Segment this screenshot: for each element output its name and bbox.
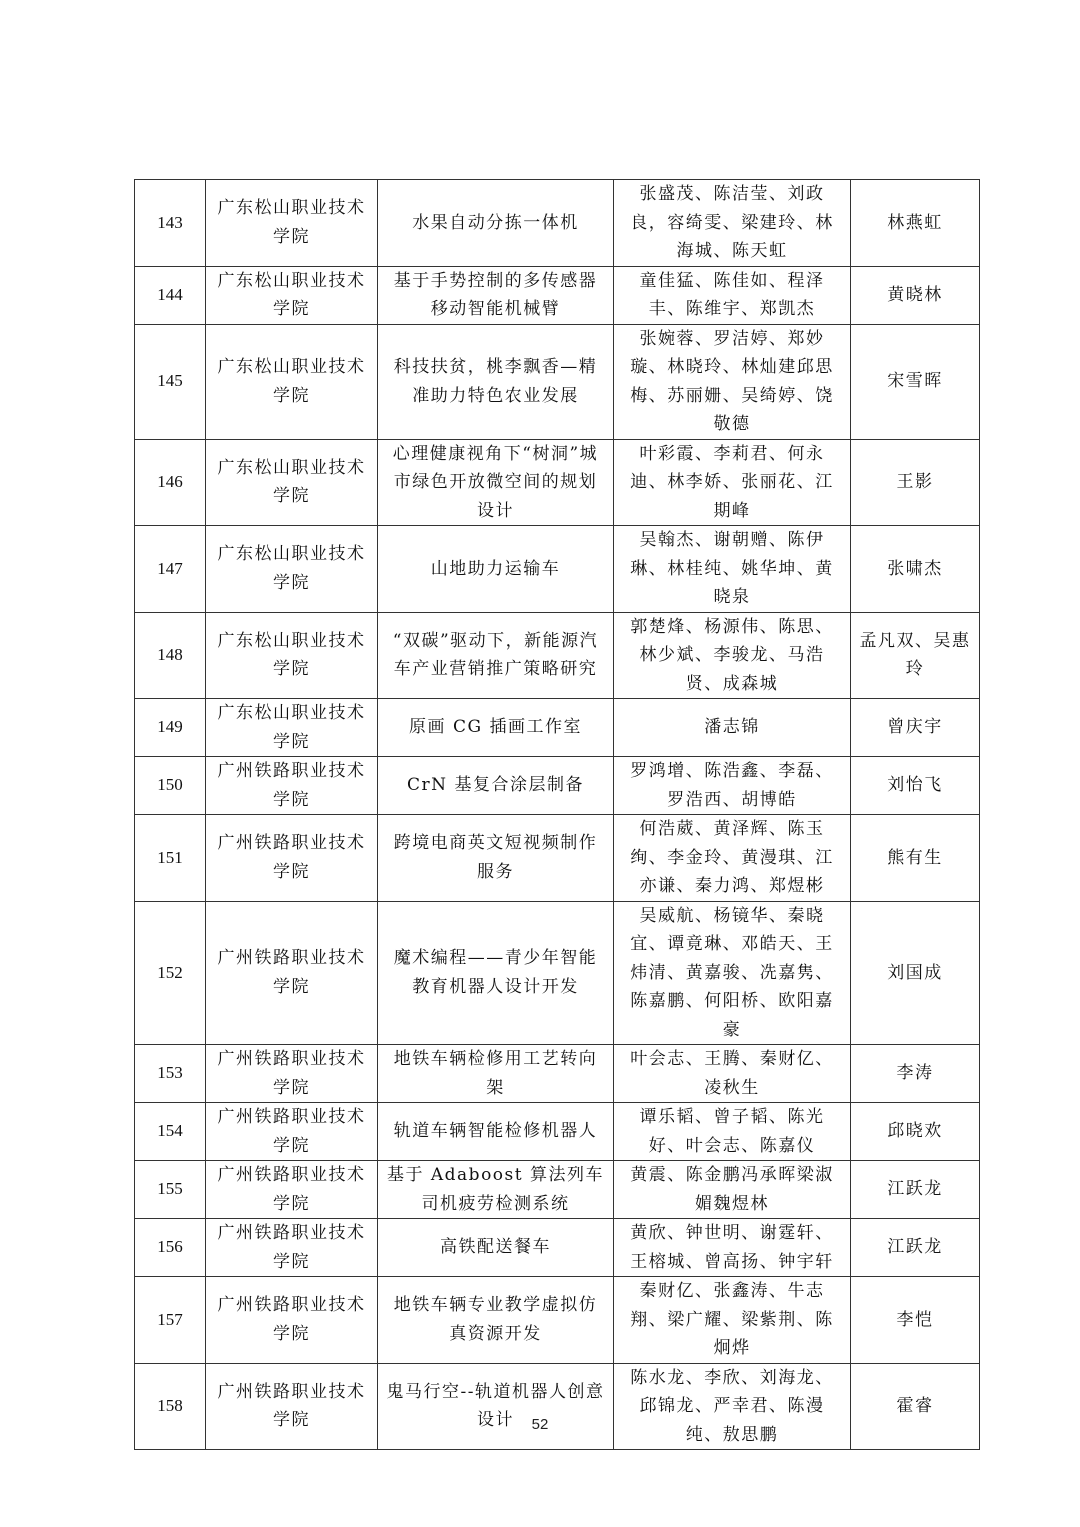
table-row: [135, 1103, 980, 1161]
advisor-name: 林燕虹: [851, 180, 980, 267]
table-row: [135, 266, 980, 324]
school-name: 广东松山职业技术学院: [206, 526, 378, 613]
team-members: 郭楚烽、杨源伟、陈思、林少斌、李骏龙、马浩贤、成森城: [614, 612, 851, 699]
school-name: 广东松山职业技术学院: [206, 266, 378, 324]
advisor-name: 宋雪晖: [851, 324, 980, 439]
team-members: 秦财亿、张鑫涛、牛志翔、梁广耀、梁紫荆、陈炯烨: [614, 1277, 851, 1364]
team-members: 张盛茂、陈洁莹、刘政良，容绮雯、梁建玲、林海城、陈天虹: [614, 180, 851, 267]
table-row: [135, 1277, 980, 1364]
school-name: 广州铁路职业技术学院: [206, 901, 378, 1045]
project-name: 基于 Adaboost 算法列车司机疲劳检测系统: [378, 1161, 614, 1219]
school-name: 广州铁路职业技术学院: [206, 1219, 378, 1277]
row-number: 147: [135, 526, 206, 613]
table-row: [135, 439, 980, 526]
project-name: CrN 基复合涂层制备: [378, 757, 614, 815]
team-members: 黄欣、钟世明、谢霆轩、王榕城、曾高扬、钟宇轩: [614, 1219, 851, 1277]
school-name: 广东松山职业技术学院: [206, 699, 378, 757]
advisor-name: 曾庆宇: [851, 699, 980, 757]
project-name: 地铁车辆专业教学虚拟仿真资源开发: [378, 1277, 614, 1364]
table-row: [135, 1161, 980, 1219]
table-row: [135, 180, 980, 267]
school-name: 广州铁路职业技术学院: [206, 1161, 378, 1219]
advisor-name: 李恺: [851, 1277, 980, 1364]
row-number: 148: [135, 612, 206, 699]
table-row: [135, 1363, 980, 1450]
team-members: 童佳猛、陈佳如、程泽丰、陈维宇、郑凯杰: [614, 266, 851, 324]
team-members: 吴威航、杨镜华、秦晓宜、谭竟琳、邓皓天、王炜清、黄嘉骏、冼嘉隽、陈嘉鹏、何阳桥、欧阳嘉豪: [614, 901, 851, 1045]
row-number: 151: [135, 815, 206, 902]
school-name: 广州铁路职业技术学院: [206, 815, 378, 902]
project-name: “双碳”驱动下，新能源汽车产业营销推广策略研究: [378, 612, 614, 699]
project-name: 心理健康视角下“树洞”城市绿色开放微空间的规划设计: [378, 439, 614, 526]
school-name: 广东松山职业技术学院: [206, 180, 378, 267]
team-members: 吴翰杰、谢朝赠、陈伊琳、林桂纯、姚华坤、黄晓泉: [614, 526, 851, 613]
school-name: 广东松山职业技术学院: [206, 439, 378, 526]
advisor-name: 黄晓林: [851, 266, 980, 324]
row-number: 156: [135, 1219, 206, 1277]
school-name: 广州铁路职业技术学院: [206, 1045, 378, 1103]
school-name: 广州铁路职业技术学院: [206, 1103, 378, 1161]
row-number: 146: [135, 439, 206, 526]
advisor-name: 王影: [851, 439, 980, 526]
project-name: 魔术编程——青少年智能教育机器人设计开发: [378, 901, 614, 1045]
team-members: 何浩葳、黄泽辉、陈玉绚、李金玲、黄漫琪、江亦谦、秦力鸿、郑煜彬: [614, 815, 851, 902]
school-name: 广州铁路职业技术学院: [206, 757, 378, 815]
row-number: 149: [135, 699, 206, 757]
project-name: 山地助力运输车: [378, 526, 614, 613]
project-name: 地铁车辆检修用工艺转向架: [378, 1045, 614, 1103]
row-number: 152: [135, 901, 206, 1045]
team-members: 罗鸿增、陈浩鑫、李磊、罗浩西、胡博皓: [614, 757, 851, 815]
awards-table: [134, 179, 980, 1450]
row-number: 153: [135, 1045, 206, 1103]
row-number: 143: [135, 180, 206, 267]
table-row: [135, 699, 980, 757]
table-row: [135, 901, 980, 1045]
advisor-name: 江跃龙: [851, 1161, 980, 1219]
table-row: [135, 526, 980, 613]
row-number: 145: [135, 324, 206, 439]
row-number: 157: [135, 1277, 206, 1364]
advisor-name: 邱晓欢: [851, 1103, 980, 1161]
team-members: 张婉蓉、罗洁婷、郑妙璇、林晓玲、林灿建邱思梅、苏丽姗、吴绮婷、饶敬德: [614, 324, 851, 439]
project-name: 原画 CG 插画工作室: [378, 699, 614, 757]
table-row: [135, 1045, 980, 1103]
row-number: 144: [135, 266, 206, 324]
row-number: 158: [135, 1363, 206, 1450]
table-row: [135, 1219, 980, 1277]
table-row: [135, 815, 980, 902]
advisor-name: 孟凡双、吴惠玲: [851, 612, 980, 699]
project-name: 鬼马行空--轨道机器人创意设计: [378, 1363, 614, 1450]
advisor-name: 刘怡飞: [851, 757, 980, 815]
advisor-name: 霍睿: [851, 1363, 980, 1450]
school-name: 广州铁路职业技术学院: [206, 1277, 378, 1364]
row-number: 150: [135, 757, 206, 815]
advisor-name: 刘国成: [851, 901, 980, 1045]
row-number: 155: [135, 1161, 206, 1219]
advisor-name: 张啸杰: [851, 526, 980, 613]
team-members: 潘志锦: [614, 699, 851, 757]
table-row: [135, 612, 980, 699]
team-members: 陈水龙、李欣、刘海龙、邱锦龙、严幸君、陈漫纯、敖思鹏: [614, 1363, 851, 1450]
table-row: [135, 324, 980, 439]
school-name: 广东松山职业技术学院: [206, 612, 378, 699]
project-name: 水果自动分拣一体机: [378, 180, 614, 267]
team-members: 黄震、陈金鹏冯承晖梁淑媚魏煜林: [614, 1161, 851, 1219]
advisor-name: 李涛: [851, 1045, 980, 1103]
advisor-name: 熊有生: [851, 815, 980, 902]
project-name: 基于手势控制的多传感器移动智能机械臂: [378, 266, 614, 324]
row-number: 154: [135, 1103, 206, 1161]
team-members: 叶会志、王腾、秦财亿、凌秋生: [614, 1045, 851, 1103]
page-number: 52: [531, 1416, 549, 1433]
table-row: [135, 757, 980, 815]
project-name: 科技扶贫，桃李飘香—精准助力特色农业发展: [378, 324, 614, 439]
awards-table-body: [135, 180, 980, 1450]
school-name: 广东松山职业技术学院: [206, 324, 378, 439]
project-name: 高铁配送餐车: [378, 1219, 614, 1277]
advisor-name: 江跃龙: [851, 1219, 980, 1277]
team-members: 叶彩霞、李莉君、何永迪、林李娇、张丽花、江期峰: [614, 439, 851, 526]
project-name: 跨境电商英文短视频制作服务: [378, 815, 614, 902]
team-members: 谭乐韬、曾子韬、陈光好、叶会志、陈嘉仪: [614, 1103, 851, 1161]
school-name: 广州铁路职业技术学院: [206, 1363, 378, 1450]
project-name: 轨道车辆智能检修机器人: [378, 1103, 614, 1161]
